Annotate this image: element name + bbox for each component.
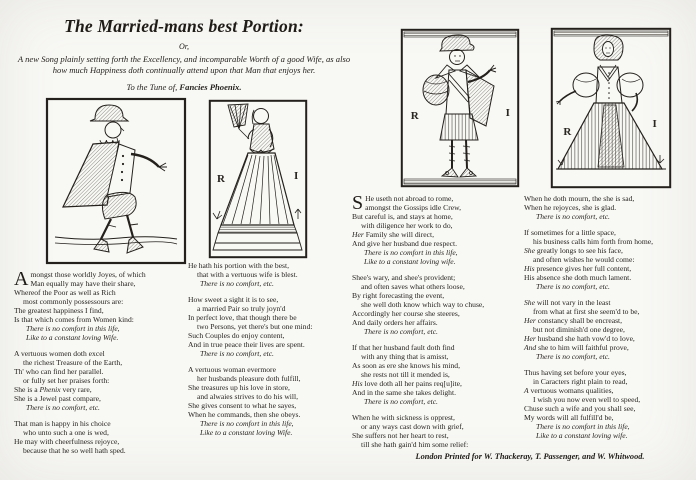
verse-line: most commonly possessours are: [23, 297, 124, 306]
verse-line: She is a Jewel past compare, [14, 394, 101, 403]
imprint-line: London Printed for W. Thackeray, T. Passenger, and W. Whitwood. [415, 452, 645, 461]
verse-line: And in true peace their lives are spent. [188, 340, 305, 349]
verse-line: with any thing that is amisst, [361, 352, 449, 361]
verse-line: Her Family she will direct, [352, 230, 435, 239]
stanza [352, 343, 524, 406]
stanza [524, 298, 694, 361]
column-2 [188, 261, 340, 444]
stanza [14, 419, 186, 455]
verse-line: If sometimes for a little space, [524, 228, 616, 237]
stanza [352, 413, 524, 449]
verse-line: And in the same she takes delight. [352, 388, 456, 397]
verse-line: There is no comfort in this life, [26, 324, 120, 333]
verse-line: There is no comfort, etc. [200, 349, 274, 358]
subtitle: A new Song plainly setting forth the Excellency, and incomparable Worth of a good Wife, as also how much Happiness doth continually attend upon that Man that enjoys her. [17, 54, 351, 75]
woodcut-letter-right: I [652, 118, 657, 131]
verse-line: Her husband she hath vow'd to love, [524, 334, 635, 343]
verse-line: There is no comfort, etc. [536, 282, 610, 291]
woodcut-letter-left: R [563, 126, 572, 139]
verse-line: She treasures up his love in store, [188, 383, 290, 392]
verse-line: but not diminish'd one degree, [533, 325, 625, 334]
verse-line: A vertuous womans qualities, [524, 386, 614, 395]
verse-line: His absence she doth much lament. [524, 273, 632, 282]
stanza [188, 261, 340, 288]
verse-line: Like to a constant loving wife. [364, 257, 456, 266]
stanza [14, 270, 186, 342]
verse-line: She will not vary in the least [524, 298, 611, 307]
verse-line: Thus having set before your eyes, [524, 368, 627, 377]
verse-line: There is no comfort, etc. [364, 397, 438, 406]
stanza [188, 365, 340, 437]
verse-line: My words will all fulfill'd be, [524, 413, 614, 422]
verse-line: There is no comfort, etc. [26, 403, 100, 412]
woodcut-letter-right: I [505, 107, 510, 119]
verse-line: When he rejoyces, she is glad. [524, 203, 617, 212]
woodcut-letter-left: R [217, 173, 225, 186]
verse-line: There is no comfort, etc. [200, 279, 274, 288]
tune-prefix: To the Tune of, [126, 82, 180, 92]
verse-line: He useth not abroad to rome, [365, 194, 454, 203]
verse-line: or fully set her praises forth: [23, 376, 110, 385]
stanza [524, 194, 694, 221]
woodcut-man-walking [45, 97, 187, 265]
verse-line: In perfect love, that though there be [188, 313, 297, 322]
verse-line: she rests not till it mended is, [361, 370, 450, 379]
verse-line: How sweet a sight it is to see, [188, 295, 279, 304]
woodcut-woman-standing [550, 27, 672, 189]
stanza [524, 368, 694, 440]
stanza [352, 194, 524, 266]
woodcut-woman-with-fan [208, 99, 308, 259]
verse-line: There is no comfort, etc. [536, 352, 610, 361]
verse-line: a married Pair so truly joyn'd [197, 304, 286, 313]
verse-line: There is no comfort in this life, [364, 248, 458, 257]
verse-line: with diligence her work to do, [361, 221, 453, 230]
verse-line: Whereof the Poor as well as Rich [14, 288, 116, 297]
verse-line: Is that which comes from Women kind: [14, 315, 134, 324]
stanza [14, 349, 186, 412]
verse-line: Such Couples do enjoy content, [188, 331, 285, 340]
column-4 [524, 194, 694, 447]
woodcut-man-standing [400, 28, 520, 188]
ballad-title: The Married-mans best Portion: [64, 16, 304, 36]
verse-line: There is no comfort, etc. [536, 212, 610, 221]
stanza [352, 273, 524, 336]
verse-line: mongst those worldly Joyes, of which [30, 270, 146, 279]
verse-line: Man equally may have their share, [30, 279, 136, 288]
verse-line: amongst the Gossips idle Crew, [365, 203, 462, 212]
verse-line: the richest Treasure of the Earth, [23, 358, 123, 367]
woman-standing-illustration-icon [550, 27, 672, 189]
verse-line: There is no comfort in this life, [536, 422, 630, 431]
verse-line: or any ways cast down with grief, [361, 422, 464, 431]
verse-line: because that he so well hath sped. [23, 446, 126, 455]
verse-line: By right forecasting the event, [352, 291, 445, 300]
stanza [188, 295, 340, 358]
verse-line: That man is happy in his choice [14, 419, 111, 428]
verse-line: who unto such a one is wed, [23, 428, 109, 437]
woodcut-letter-right: I [294, 170, 299, 182]
column-1 [14, 270, 186, 462]
verse-line: He may with cheerfulness rejoyce, [14, 437, 120, 446]
verse-line: Like to a constant loving Wife. [200, 428, 293, 437]
verse-line: His love doth all her pains req[u]ite, [352, 379, 462, 388]
verse-line: and alwaies strives to do his will, [197, 392, 299, 401]
verse-line: his business calls him forth from home, [533, 237, 654, 246]
verse-line: Th' who can find her parallel. [14, 367, 104, 376]
verse-line: till she hath gain'd him some relief: [361, 440, 469, 449]
verse-line: Chuse such a wife and you shall see, [524, 404, 636, 413]
verse-line: and often saves what others loose, [361, 282, 465, 291]
verse-line: If that her husband fault doth find [352, 343, 455, 352]
verse-line: Her constancy shall be encreast, [524, 316, 623, 325]
verse-line: and often wishes he would come: [533, 255, 635, 264]
title-block [8, 16, 360, 92]
verse-line: I wish you now even well to speed, [533, 395, 641, 404]
verse-line: she well doth know which way to chuse, [361, 300, 485, 309]
verse-line: She greatly longs to see his face, [524, 246, 623, 255]
verse-line: And daily orders her affairs. [352, 318, 438, 327]
stanza [524, 228, 694, 291]
verse-line: two Persons, yet there's but one mind: [197, 322, 313, 331]
man-standing-illustration-icon [400, 28, 520, 188]
verse-line: Accordingly her course she steeres, [352, 309, 460, 318]
verse-line: Like to a constant loving Wife. [26, 333, 119, 342]
verse-line: His presence gives her full content, [524, 264, 632, 273]
verse-line: She gives consent to what he sayes, [188, 401, 297, 410]
column-3 [352, 194, 524, 456]
verse-line: He hath his portion with the best, [188, 261, 290, 270]
woodcut-letter-left: R [410, 110, 419, 123]
verse-line: When he commands, then she obeys. [188, 410, 301, 419]
verse-line: There is no comfort, etc. [364, 327, 438, 336]
tune-line [8, 82, 360, 92]
verse-line: A vertuous women doth excel [14, 349, 105, 358]
verse-line: She is a Phenix very rare, [14, 385, 92, 394]
verse-line: When he doth mourn, the she is sad, [524, 194, 635, 203]
man-walking-illustration-icon [45, 97, 187, 265]
verse-line: And she to him will faithful prove, [524, 343, 629, 352]
verse-line: The greatest happiness I find, [14, 306, 104, 315]
verse-line: her husbands pleasure doth fulfill, [197, 374, 301, 383]
verse-line: She suffers not her heart to rest, [352, 431, 449, 440]
drop-cap: A [14, 268, 29, 290]
verse-line: from what at first she seem'd to be, [533, 307, 640, 316]
verse-line: that with a vertuous wife is blest. [197, 270, 298, 279]
drop-cap: S [352, 192, 364, 214]
verse-line: There is no comfort in this life, [200, 419, 294, 428]
verse-line: in Caracters right plain to read, [533, 377, 628, 386]
verse-line: But careful is, and stays at home, [352, 212, 453, 221]
verse-line: When he with sickness is opprest, [352, 413, 455, 422]
verse-line: As soon as ere she knows his mind, [352, 361, 460, 370]
verse-line: Shee's wary, and shee's provident; [352, 273, 456, 282]
or-label: Or, [178, 42, 189, 51]
verse-line: And give her husband due respect. [352, 239, 458, 248]
tune-name: Fancies Phoenix. [179, 82, 242, 92]
verse-line: A vertuous woman evermore [188, 365, 276, 374]
verse-line: Like to a constant loving wife. [536, 431, 628, 440]
